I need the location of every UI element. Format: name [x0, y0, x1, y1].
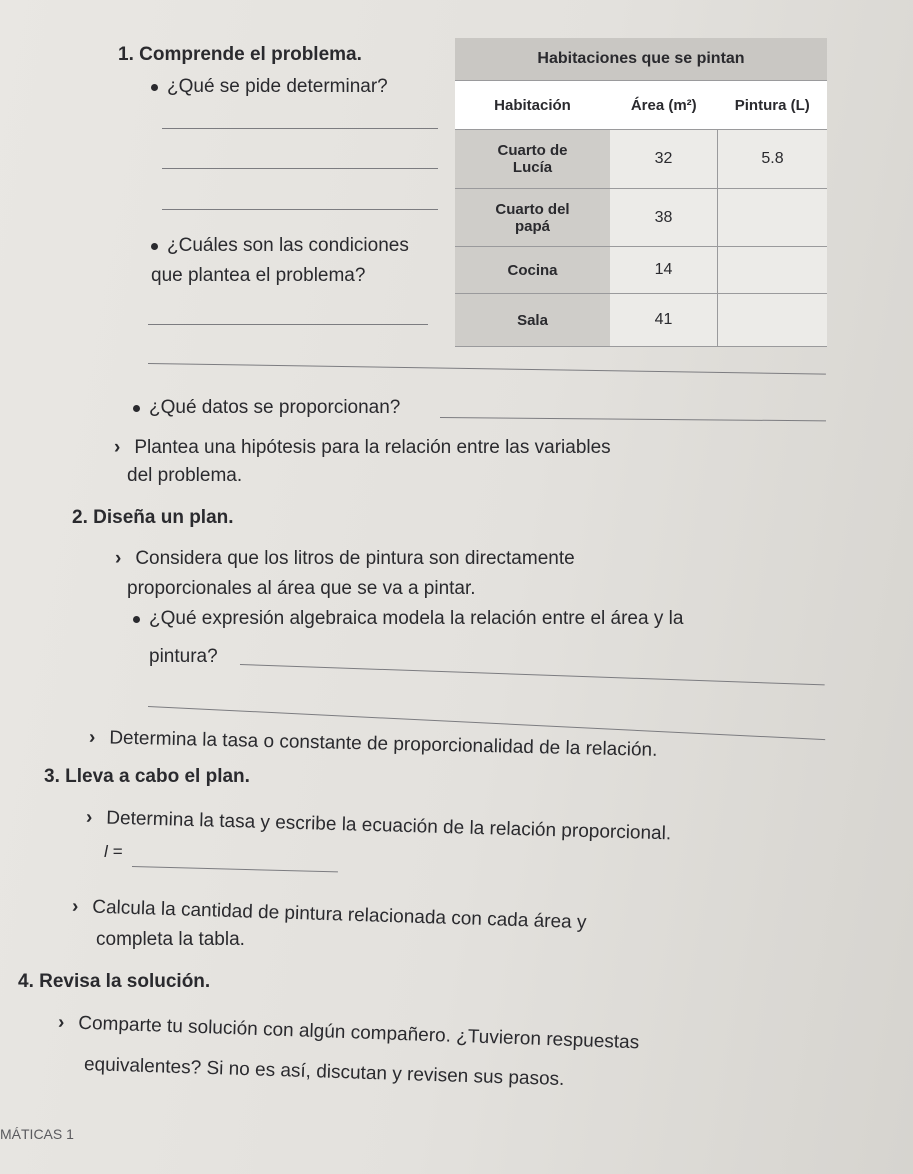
table-row: [455, 130, 827, 189]
area-cell: 32: [610, 130, 718, 189]
share-instruction-line1: [58, 1011, 640, 1055]
calculate-text: Calcula la cantidad de pintura relacionada con cada área y: [92, 896, 587, 934]
equation-text: Determina la tasa y escribe la ecuación de la relación proporcional.: [106, 807, 672, 845]
area-cell: 38: [610, 189, 718, 247]
answer-line[interactable]: [162, 128, 438, 129]
chevron-right-icon: ›: [85, 807, 93, 829]
question-data-provided: ¿Qué datos se proporcionan?: [149, 397, 401, 418]
share-instruction-line2: equivalentes? Si no es así, discutan y revisen sus pasos.: [83, 1054, 565, 1091]
consider-text: Considera que los litros de pintura son directamente: [135, 548, 575, 569]
rate-text: Determina la tasa o constante de proporcionalidad de la relación.: [109, 727, 658, 761]
answer-line[interactable]: [148, 324, 428, 325]
section1-heading: 1. Comprende el problema.: [118, 44, 362, 65]
chevron-right-icon: ›: [88, 727, 96, 749]
room-cell: Cocina: [455, 247, 610, 294]
answer-line[interactable]: [440, 417, 826, 421]
table-row: [455, 247, 827, 294]
equation-label: l =: [104, 842, 123, 861]
section3-heading: 3. Lleva a cabo el plan.: [44, 766, 250, 787]
room-cell: Cuarto de Lucía: [455, 130, 610, 189]
room-cell: Cuarto del papá: [455, 189, 610, 247]
equation-answer-line[interactable]: [132, 866, 338, 872]
header-area: Área (m²): [610, 81, 718, 130]
table-row: [455, 294, 827, 347]
room-cell: Sala: [455, 294, 610, 347]
chevron-right-icon: ›: [114, 437, 121, 458]
hypothesis-text: Plantea una hipótesis para la relación entre las variables: [134, 437, 611, 458]
question-what-to-determine: ¿Qué se pide determinar?: [167, 76, 388, 97]
hypothesis-instruction-line2: del problema.: [127, 465, 243, 486]
question-expression-line1: ¿Qué expresión algebraica modela la relación entre el área y la: [149, 608, 684, 629]
calculate-instruction-line2: completa la tabla.: [96, 929, 245, 950]
chevron-right-icon: ›: [115, 548, 122, 569]
paint-cell[interactable]: [718, 294, 828, 347]
answer-line[interactable]: [240, 664, 825, 685]
consider-instruction-line2: proporcionales al área que se va a pintar.: [127, 578, 476, 599]
table-row: [455, 189, 827, 247]
rate-instruction: [89, 726, 658, 763]
section4-heading: 4. Revisa la solución.: [18, 971, 211, 992]
answer-line[interactable]: [148, 363, 826, 375]
share-text: Comparte tu solución con algún compañero. ¿Tuvieron respuestas: [77, 1012, 640, 1054]
paint-cell[interactable]: [718, 247, 828, 294]
hypothesis-instruction-line1: [114, 436, 611, 460]
rooms-table: [455, 38, 827, 347]
area-cell: 14: [610, 247, 718, 294]
area-cell: 41: [610, 294, 718, 347]
paint-cell[interactable]: 5.8: [718, 130, 828, 189]
equation-instruction: [86, 806, 672, 846]
question-conditions-line1: ¿Cuáles son las condiciones: [167, 235, 409, 256]
consider-instruction-line1: [115, 547, 575, 571]
footer-book-title: MÁTICAS 1: [0, 1126, 74, 1142]
chevron-right-icon: ›: [57, 1012, 65, 1034]
question-conditions-line2: que plantea el problema?: [151, 265, 366, 286]
section2-heading: 2. Diseña un plan.: [72, 507, 234, 528]
table-title: Habitaciones que se pintan: [455, 38, 827, 81]
question-expression-line2: pintura?: [149, 646, 218, 667]
answer-line[interactable]: [162, 209, 438, 210]
header-paint: Pintura (L): [718, 81, 828, 130]
header-room: Habitación: [455, 81, 610, 130]
paint-cell[interactable]: [718, 189, 828, 247]
answer-line[interactable]: [162, 168, 438, 169]
chevron-right-icon: ›: [71, 896, 79, 918]
